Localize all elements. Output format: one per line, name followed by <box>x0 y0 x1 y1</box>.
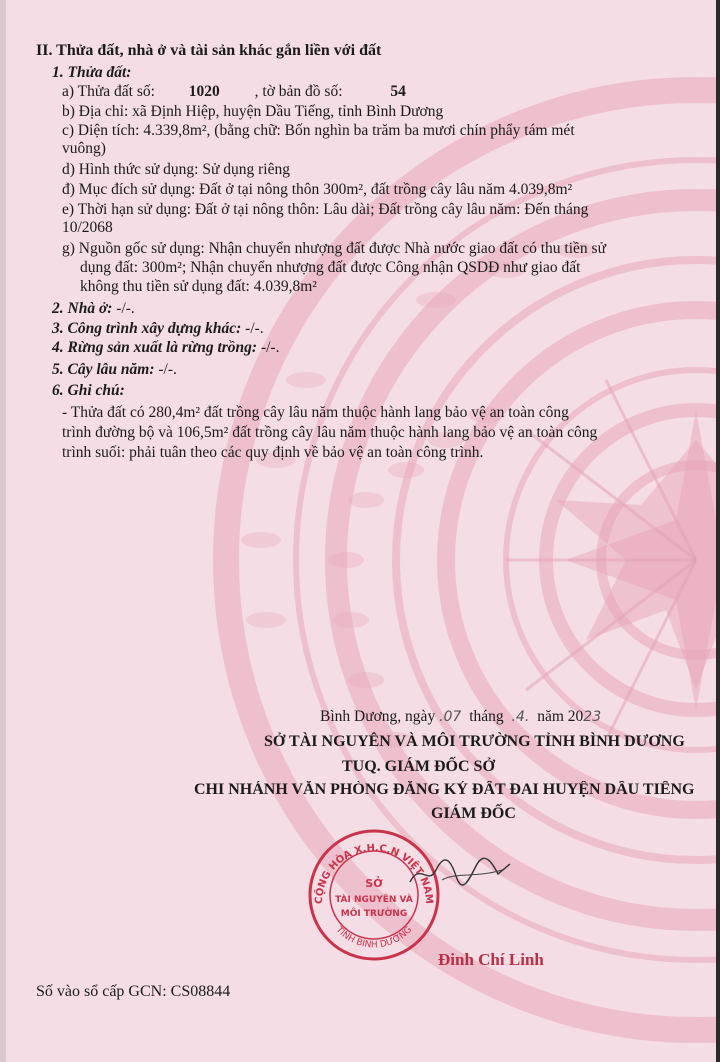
origin-row-continued-1: dụng đất: 300m²; Nhận chuyển nhượng đất được Công nhận QSDĐ như giao đất <box>80 259 581 276</box>
certificate-page <box>6 0 716 1062</box>
origin-row-continued-2: không thu tiền sử dụng đất: 4.039,8m² <box>80 278 317 295</box>
construction-label: 3. Công trình xây dựng khác: <box>52 320 242 337</box>
issuer-title: GIÁM ĐỐC <box>431 805 516 822</box>
registry-number: Số vào sổ cấp GCN: CS08844 <box>36 983 231 1000</box>
notes-line-1: - Thửa đất có 280,4m² đất trồng cây lâu năm thuộc hành lang bảo vệ an toàn công <box>62 404 569 421</box>
map-sheet-value: 54 <box>390 83 406 100</box>
parcel-number-label: a) Thửa đất số: <box>62 83 155 100</box>
issue-date <box>320 708 601 726</box>
forest-value: -/-. <box>260 339 280 356</box>
usage-purpose-row: đ) Mục đích sử dụng: Đất ở tại nông thôn 300m², đất trồng cây lâu năm 4.039,8m² <box>62 181 573 198</box>
date-month: .4. <box>511 709 530 725</box>
seal-center-1: SỞ <box>365 877 383 890</box>
date-day: .07 <box>439 709 462 725</box>
issuer-department: SỞ TÀI NGUYÊN VÀ MÔI TRƯỜNG TỈNH BÌNH DƯƠNG <box>264 733 685 750</box>
notes-line-3: trình suối: phải tuân theo các quy định về bảo vệ an toàn công trình. <box>62 444 484 461</box>
forest-label: 4. Rừng sản xuất là rừng trồng: <box>52 339 258 356</box>
date-year-label: năm 20 <box>537 708 584 725</box>
seal-center-3: MÔI TRƯỜNG <box>340 909 408 919</box>
house-row <box>52 300 135 318</box>
date-month-label: tháng <box>469 708 504 725</box>
area-row-continued: vuông) <box>62 140 106 157</box>
address-row: b) Địa chỉ: xã Định Hiệp, huyện Dầu Tiếng, tỉnh Bình Dương <box>62 103 444 120</box>
perennial-value: -/-. <box>158 361 177 378</box>
perennial-label: 5. Cây lâu năm: <box>52 361 155 378</box>
date-place: Bình Dương, ngày <box>320 708 436 725</box>
scan-edge-divider <box>716 0 720 1062</box>
official-seal-icon <box>304 825 444 965</box>
date-year: 23 <box>583 709 602 725</box>
section-title: II. Thửa đất, nhà ở và tài sản khác gắn liền với đất <box>36 42 382 59</box>
issuer-authorization: TUQ. GIÁM ĐỐC SỞ <box>342 758 495 775</box>
parcel-number-row <box>62 83 406 101</box>
usage-term-row: e) Thời hạn sử dụng: Đất ở tại nông thôn: Lâu dài; Đất trồng cây lâu năm: Đến tháng <box>62 201 589 218</box>
notes-line-2: trình đường bộ và 106,5m² đất trồng cây lâu năm thuộc hành lang bảo vệ an toàn công <box>62 424 598 441</box>
land-heading: 1. Thửa đất: <box>52 64 132 81</box>
construction-value: -/-. <box>245 320 264 337</box>
issuer-branch: CHI NHÁNH VĂN PHÒNG ĐĂNG KÝ ĐẤT ĐAI HUYỆN DẦU TIẾNG <box>194 781 695 798</box>
forest-row <box>52 339 279 357</box>
seal-ring-text: CỘNG HÒA X.H.C.N VIỆT NAM <box>313 842 435 905</box>
usage-form-row: d) Hình thức sử dụng: Sử dụng riêng <box>62 161 290 178</box>
notes-label: 6. Ghi chú: <box>52 382 125 399</box>
seal-bottom-text: TỈNH BÌNH DƯƠNG <box>333 924 415 951</box>
construction-row <box>52 320 264 338</box>
origin-row: g) Nguồn gốc sử dụng: Nhận chuyển nhượng đất được Nhà nước giao đất có thu tiền sử <box>62 240 606 257</box>
handwritten-signature <box>406 852 516 892</box>
signer-name: Đinh Chí Linh <box>438 950 544 969</box>
area-row: c) Diện tích: 4.339,8m², (bằng chữ: Bốn nghìn ba trăm ba mươi chín phẩy tám mét <box>62 122 575 139</box>
house-value: -/-. <box>116 300 135 317</box>
perennial-row <box>52 361 177 379</box>
map-sheet-label: , tờ bản đồ số: <box>254 83 343 100</box>
seal-center-2: TÀI NGUYÊN VÀ <box>335 895 413 905</box>
house-label: 2. Nhà ở: <box>52 300 113 317</box>
parcel-number-value: 1020 <box>188 83 220 100</box>
usage-term-row-continued: 10/2068 <box>62 219 113 236</box>
